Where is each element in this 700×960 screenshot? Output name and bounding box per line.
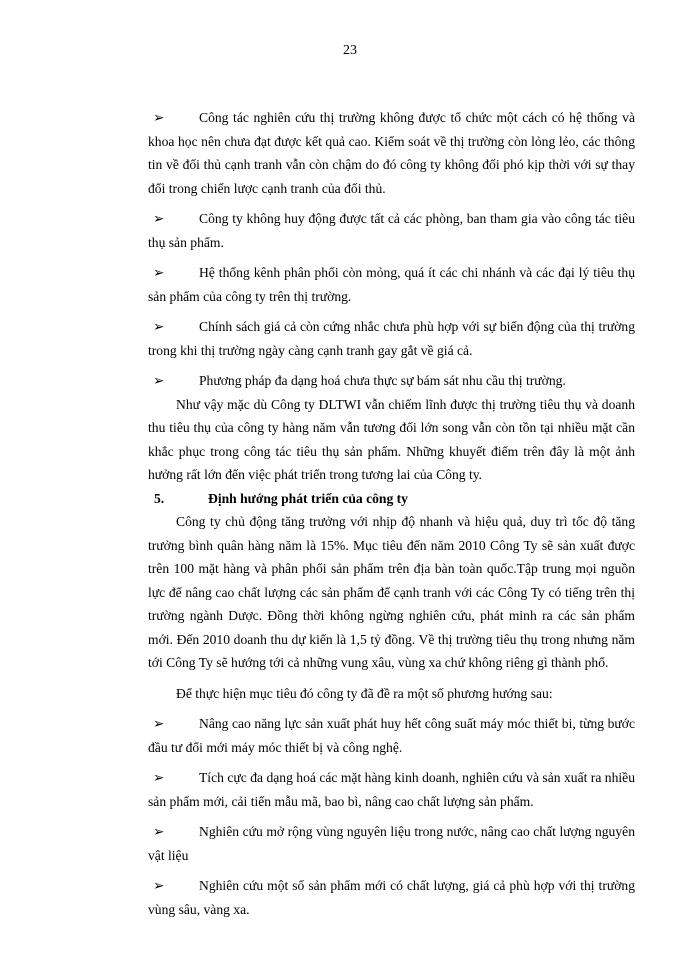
bullet-item [148,315,635,362]
bullet-item [148,766,635,813]
arrow-bullet-icon: ➢ [153,110,165,125]
summary-paragraph: Như vậy mặc dù Công ty DLTWI vẫn chiếm lĩnh được thị trường tiêu thụ và doanh thu tiêu thụ của công ty hàng năm vẫn tương đối lớn song vẫn còn tồn tại nhiều mặt cần khắc phục trong công tác tiêu thụ sản phẩm. Những khuyết điểm trên đây là một ảnh hưởng rất lớn đến việc phát triển trong tương lai của Công ty. [148,396,635,482]
arrow-bullet-icon: ➢ [153,716,165,731]
section-heading [148,487,635,511]
arrow-bullet-icon: ➢ [153,373,165,388]
arrow-bullet-icon: ➢ [153,770,165,785]
section-number: 5. [154,490,165,506]
section-title: Định hướng phát triển của công ty [208,490,408,506]
bullet-text: Tích cực đa dạng hoá các mặt hàng kinh doanh, nghiên cứu và sản xuất ra nhiều sản phẩm mới, cải tiến mẫu mã, bao bì, nâng cao chất lượng sản phẩm. [148,770,635,809]
bullet-text: Công tác nghiên cứu thị trường không được tổ chức một cách có hệ thống và khoa học nên chưa đạt được kết quả cao. Kiểm soát về thị trường còn lỏng lẻo, các thông tin về đối thủ cạnh tranh vẫn còn chậm do đó công ty không đối phó kịp thời với sự thay đổi trong chiến lược cạnh tranh của đối thủ. [148,110,635,196]
bullet-text: Chính sách giá cả còn cứng nhắc chưa phù hợp với sự biến động của thị trường trong khi thị trường ngày càng cạnh tranh gay gắt về giá cả. [148,319,635,358]
arrow-bullet-icon: ➢ [153,211,165,226]
bullet-item [148,261,635,308]
arrow-bullet-icon: ➢ [153,824,165,839]
bullet-item [148,207,635,254]
intro-line: Để thực hiện mục tiêu đó công ty đã đề ra một số phương hướng sau: [176,685,553,701]
bullet-item [148,820,635,867]
arrow-bullet-icon: ➢ [153,265,165,280]
bullet-item [148,106,635,200]
section-paragraph: Công ty chủ động tăng trưởng với nhịp độ nhanh và hiệu quả, duy trì tốc độ tăng trưởng bình quân hàng năm là 15%. Mục tiêu đến năm 2010 Công Ty sẽ sản xuất được trên 100 mặt hàng và phân phối sản phẩm trên địa bàn toàn quốc.Tập trung mọi nguồn lực để nâng cao chất lượng các sản phẩm để cạnh tranh với các Công Ty có tiếng trên thị trường ngành Dược. Đồng thời không ngừng nghiên cứu, phát minh ra các sản phẩm mới. Đến 2010 doanh thu dự kiến là 1,5 tỷ đồng. Về thị trường tiêu thụ trong nhưng năm tới Công Ty sẽ hướng tới cả những vung xâu, vùng xa chứ không riêng gì thành phố. [148,514,635,670]
bullet-item [148,369,635,393]
bullet-text: Nâng cao năng lực sản xuất phát huy hết công suất máy móc thiết bi, từng bước đầu tư đổi mới máy móc thiết bị và công nghệ. [148,716,635,755]
page-number: 23 [343,43,357,58]
bullet-text: Nghiên cứu mở rộng vùng nguyên liệu trong nước, nâng cao chất lượng nguyên vật liệu [148,824,635,863]
bullet-text: Công ty không huy động được tất cả các phòng, ban tham gia vào công tác tiêu thụ sản phẩm. [148,211,635,250]
bullet-text: Nghiên cứu một số sản phẩm mới có chất lượng, giá cả phù hợp với thị trường vùng sâu, vàng xa. [148,878,635,917]
bullet-item [148,874,635,921]
bullet-text: Hệ thống kênh phân phối còn mỏng, quá ít các chi nhánh và các đại lý tiêu thụ sản phẩm của công ty trên thị trường. [148,265,635,304]
arrow-bullet-icon: ➢ [153,878,165,893]
arrow-bullet-icon: ➢ [153,319,165,334]
bullet-item [148,712,635,759]
bullet-text: Phương pháp đa dạng hoá chưa thực sự bám sát nhu cầu thị trường. [199,373,566,388]
document-body [148,106,635,921]
